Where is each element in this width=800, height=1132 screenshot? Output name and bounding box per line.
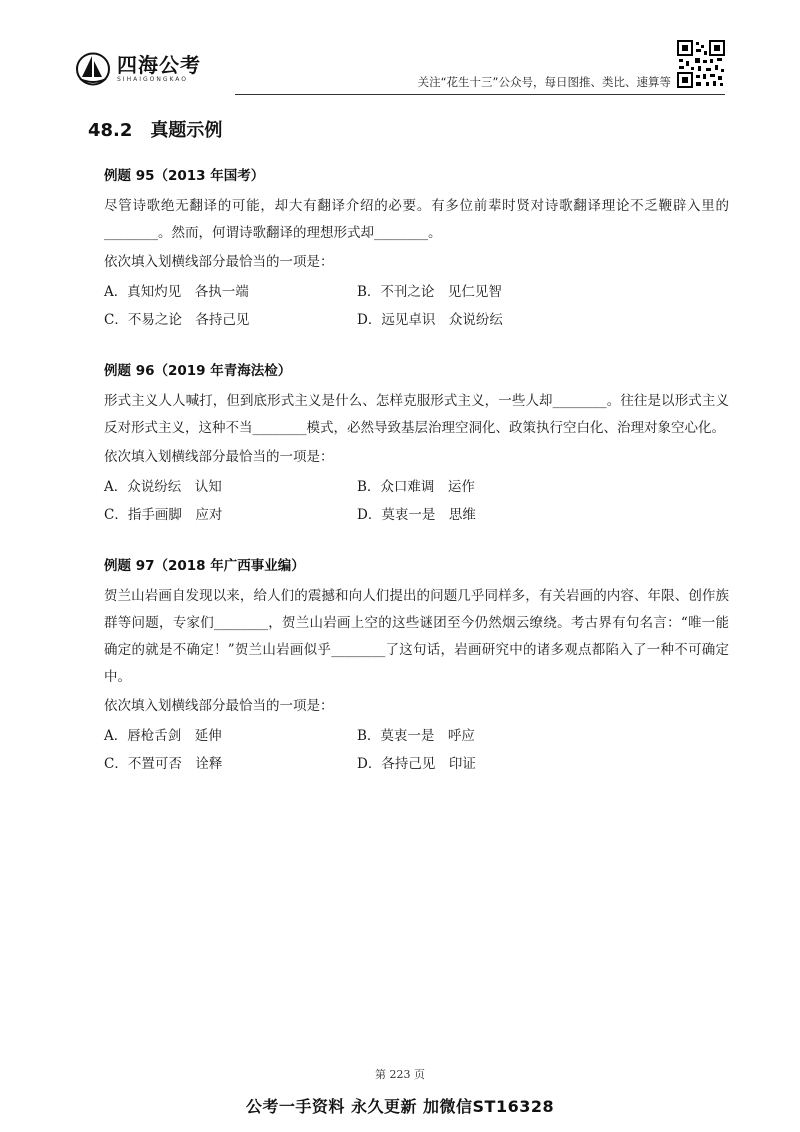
example-96 bbox=[104, 360, 729, 529]
options-grid bbox=[104, 278, 729, 334]
section-title bbox=[88, 116, 222, 142]
logo bbox=[75, 52, 201, 86]
option-b: B．不刊之论 见仁见智 bbox=[357, 284, 502, 300]
example-title: 例题 95（2013 年国考） bbox=[104, 168, 265, 184]
option-c: C．不易之论 各持己见 bbox=[104, 312, 250, 328]
section-title-text: 真题示例 bbox=[150, 120, 223, 141]
example-passage: 形式主义人人喊打，但到底形式主义是什么、怎样克服形式主义，一些人却________。往往是以形式主义反对形式主义，这种不当________模式，必然导致基层治理空洞化、政策执行空白化、治理对象空心化。 bbox=[104, 393, 729, 436]
example-passage: 尽管诗歌绝无翻译的可能，却大有翻译介绍的必要。有多位前辈时贤对诗歌翻译理论不乏鞭辟入里的________。然而，何谓诗歌翻译的理想形式却________。 bbox=[104, 198, 729, 241]
options-grid bbox=[104, 473, 729, 529]
option-a: A．众说纷纭 认知 bbox=[104, 479, 222, 495]
option-d: D．莫衷一是 思维 bbox=[357, 507, 476, 523]
logo-subtext: SIHAIGONGKAO bbox=[117, 76, 189, 83]
options-grid bbox=[104, 722, 729, 778]
example-title: 例题 96（2019 年青海法检） bbox=[104, 363, 292, 379]
footer-promo: 公考一手资料 永久更新 加微信ST16328 bbox=[245, 1097, 555, 1116]
option-b: B．众口难调 运作 bbox=[357, 479, 475, 495]
example-passage: 贺兰山岩画自发现以来，给人们的震撼和向人们提出的问题几乎同样多，有关岩画的内容、年限、创作族群等问题，专家们________，贺兰山岩画上空的这些谜团至今仍然烟云缭绕。考古界有句名言：“唯一能确定的就是不确定！”贺兰山岩画似乎________了这句话，岩画研究中的诸多观点都陷入了一种不可确定中。 bbox=[104, 588, 729, 685]
option-a: A．唇枪舌剑 延伸 bbox=[104, 728, 222, 744]
section-number: 48.2 bbox=[88, 120, 133, 141]
option-c: C．指手画脚 应对 bbox=[104, 507, 223, 523]
option-a: A．真知灼见 各执一端 bbox=[104, 284, 249, 300]
option-c: C．不置可否 诠释 bbox=[104, 756, 223, 772]
example-question: 依次填入划横线部分最恰当的一项是： bbox=[104, 254, 334, 270]
header-note: 关注“花生十三”公众号，每日图推、类比、速算等 bbox=[417, 75, 671, 89]
page-header bbox=[75, 40, 725, 96]
qr-code-icon bbox=[677, 40, 725, 88]
option-d: D．各持己见 印证 bbox=[357, 756, 476, 772]
example-title: 例题 97（2018 年广西事业编） bbox=[104, 558, 305, 574]
example-97 bbox=[104, 555, 729, 778]
example-95 bbox=[104, 165, 729, 334]
option-b: B．莫衷一是 呼应 bbox=[357, 728, 475, 744]
page-number: 第 223 页 bbox=[375, 1068, 425, 1081]
sailboat-logo-icon bbox=[75, 52, 111, 86]
option-d: D．远见卓识 众说纷纭 bbox=[357, 312, 503, 328]
example-question: 依次填入划横线部分最恰当的一项是： bbox=[104, 698, 334, 714]
header-divider bbox=[235, 94, 725, 95]
example-question: 依次填入划横线部分最恰当的一项是： bbox=[104, 449, 334, 465]
examples-list bbox=[104, 165, 729, 804]
logo-text: 四海公考 bbox=[117, 53, 201, 77]
